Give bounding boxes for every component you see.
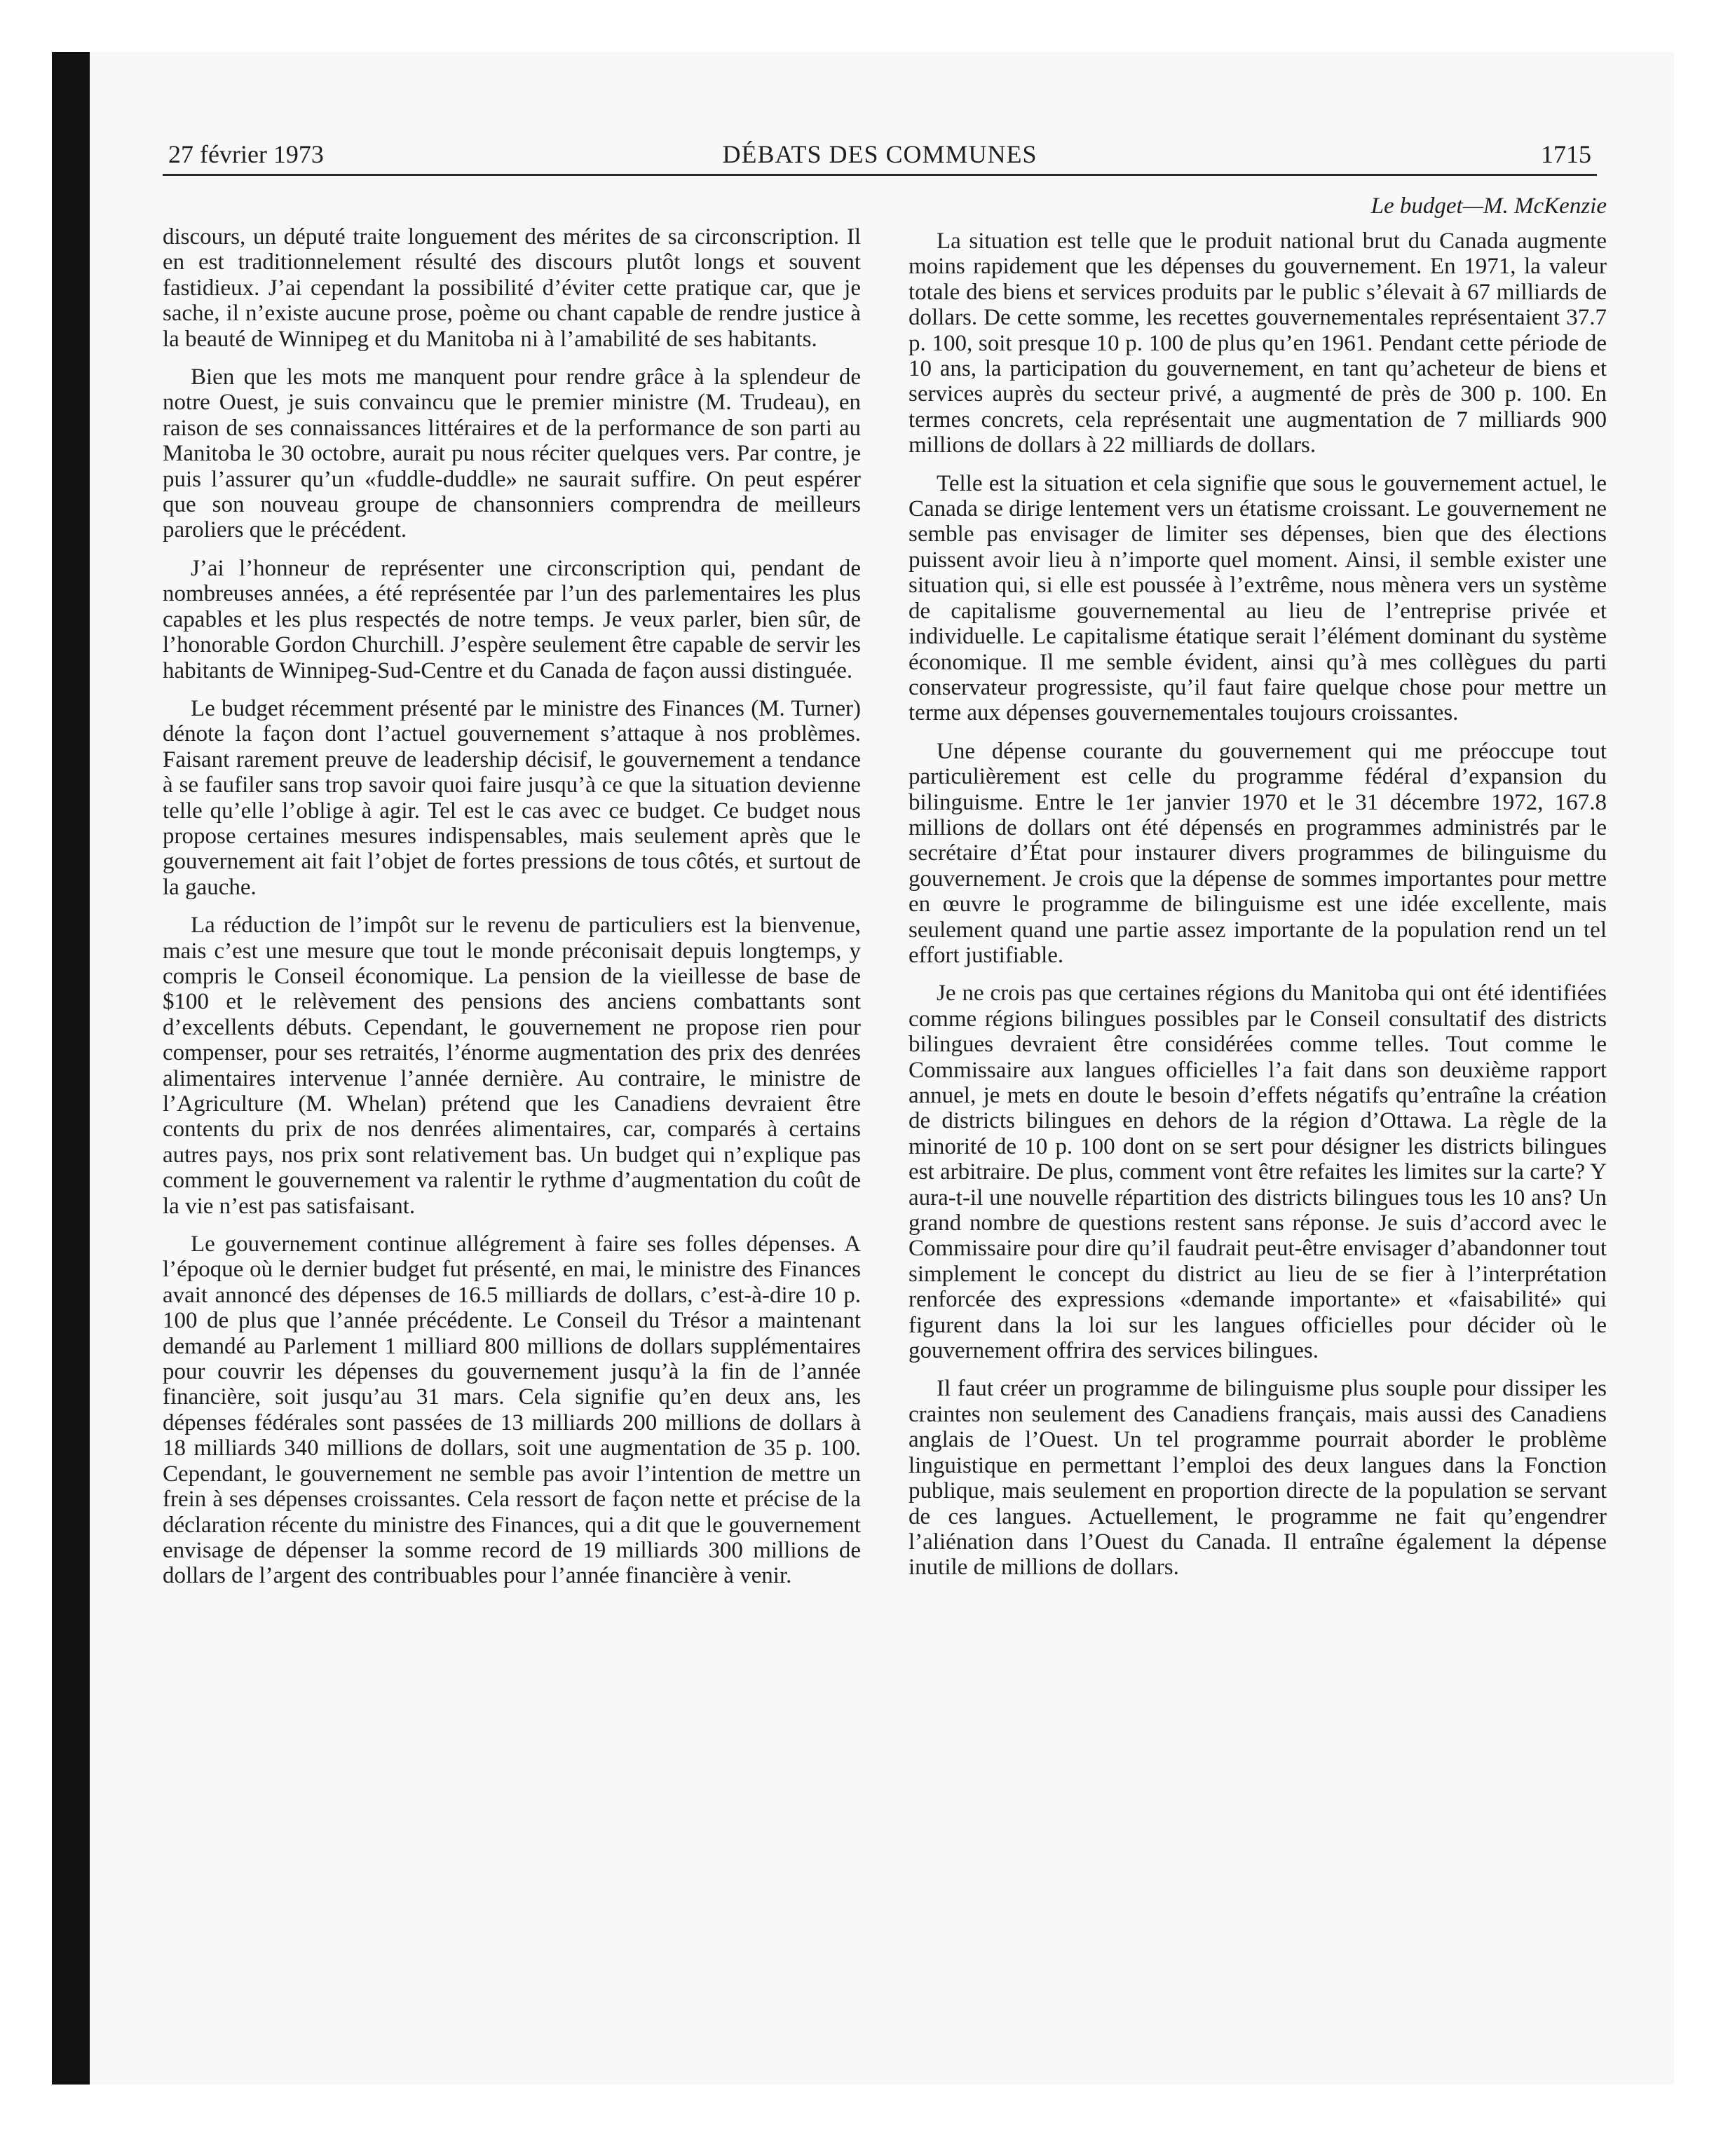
right-paragraph-2: Telle est la situation et cela signifie que sous le gouvernement actuel, le Canada se dirige lentement vers un étatisme croissant. Le gouvernement ne semble pas envisager de limiter ses dépenses, bien que des élections puissent avoir lieu à n’importe quel moment. Ainsi, il semble exister une situation qui, si elle est poussée à l’extrême, nous mènera vers un système de capitalisme gouvernemental au lieu de l’entreprise privée et individuelle. Le capitalisme étatique serait l’élément dominant du système économique. Il me semble évident, ainsi qu’à mes collègues du parti conservateur progressiste, qu’il faut faire quelque chose pour mettre un terme aux dépenses gouvernementales toujours croissantes. [909,470,1607,726]
left-paragraph-4: Le budget récemment présenté par le ministre des Finances (M. Turner) dénote la façon dont l’actuel gouvernement s’attaque à nos problèmes. Faisant rarement preuve de leadership décisif, le gouvernement a tendance à se faufiler sans trop savoir quoi faire jusqu’à ce que la situation devienne telle qu’elle l’oblige à agir. Tel est le cas avec ce budget. Ce budget nous propose certaines mesures indispensables, mais seulement après que le gouvernement ait fait l’objet de fortes pressions de tous côtés, et surtout de la gauche. [163,695,861,900]
right-paragraph-4: Je ne crois pas que certaines régions du Manitoba qui ont été identifiées comme régions bilingues possibles par le Conseil consultatif des districts bilingues devraient être considérées comme telles. Tout comme le Commissaire aux langues officielles l’a fait dans son deuxième rapport annuel, je mets en doute le besoin d’effets négatifs qu’entraîne la création de districts bilingues en dehors de la région d’Ottawa. La règle de la minorité de 10 p. 100 dont on se sert pour désigner les districts bilingues est arbitraire. De plus, comment vont être refaites les limites sur la carte? Y aura-t-il une nouvelle répartition des districts bilingues tous les 10 ans? Un grand nombre de questions restent sans réponse. Je suis d’accord avec le Commissaire pour dire qu’il faudrait peut-être envisager d’abandonner tout simplement le concept du district au lieu de se fier à l’interprétation renforcée des expressions «demande importante» et «faisabilité» qui figurent dans la loi sur les langues officielles pour décider où le gouvernement offrira des services bilingues. [909,981,1607,1364]
scan-binding-edge [52,52,90,2085]
left-paragraph-5: La réduction de l’impôt sur le revenu de particuliers est la bienvenue, mais c’est une mesure que tout le monde préconisait depuis longtemps, y compris le Conseil économique. La pension de la vieillesse de base de $100 et le relèvement des pensions des anciens combattants sont d’excellents débuts. Cependant, le gouvernement ne propose rien pour compenser, pour ses retraités, l’énorme augmentation des prix des denrées alimentaires intervenue l’année dernière. Au contraire, le ministre de l’Agriculture (M. Whelan) prétend que les Canadiens devraient être contents du prix de nos denrées alimentaires, car, comparés à certains autres pays, nos prix sont relativement bas. Un budget qui n’explique pas comment le gouvernement va ralentir le rythme d’augmentation du coût de la vie n’est pas satisfaisant. [163,913,861,1219]
left-paragraph-3: J’ai l’honneur de représenter une circonscription qui, pendant de nombreuses années, a été représentée par l’un des parlementaires les plus capables et les plus respectés de notre temps. Je veux parler, bien sûr, de l’honorable Gordon Churchill. J’espère seulement être capable de servir les habitants de Winnipeg-Sud-Centre et du Canada de façon aussi distinguée. [163,555,861,683]
right-paragraph-3: Une dépense courante du gouvernement qui me préoccupe tout particulièrement est celle du programme fédéral d’expansion du bilinguisme. Entre le 1er janvier 1970 et le 31 décembre 1972, 167.8 millions de dollars ont été dépensés en programmes administrés par le secrétaire d’État pour instaurer divers programmes de bilinguisme du gouvernement. Je crois que la dépense de sommes importantes pour mettre en œuvre le programme de bilinguisme est une idée excellente, mais seulement quand une partie assez importante de la population rend un tel effort justifiable. [909,738,1607,968]
right-column [909,189,1607,1593]
left-paragraph-6: Le gouvernement continue allégrement à faire ses folles dépenses. A l’époque où le dernier budget fut présenté, en mai, le ministre des Finances avait annoncé des dépenses de 16.5 milliards de dollars, c’est-à-dire 10 p. 100 de plus que l’année précédente. Le Conseil du Trésor a maintenant demandé au Parlement 1 milliard 800 millions de dollars supplémentaires pour couvrir les dépenses du gouvernement jusqu’à la fin de l’année financière, soit jusqu’au 31 mars. Cela signifie qu’en deux ans, les dépenses fédérales sont passées de 13 milliards 200 millions de dollars à 18 milliards 340 millions de dollars, soit une augmentation de 35 p. 100. Cependant, le gouvernement ne semble pas avoir l’intention de mettre un frein à ses dépenses croissantes. Cela ressort de façon nette et précise de la déclaration récente du ministre des Finances, qui a dit que le gouvernement envisage de dépenser la somme record de 19 milliards 300 millions de dollars de l’argent des contribuables pour l’année financière à venir. [163,1231,861,1589]
right-paragraph-5: Il faut créer un programme de bilinguisme plus souple pour dissiper les craintes non seulement des Canadiens français, mais aussi des Canadiens anglais de l’Ouest. Un tel programme pourrait aborder le problème linguistique en permettant l’emploi des deux langues dans la Fonction publique, mais seulement en proportion directe de la population se servant de ces langues. Actuellement, le programme ne fait qu’engendrer l’aliénation dans l’Ouest du Canada. Il entraîne également la dépense inutile de millions de dollars. [909,1376,1607,1581]
header-title: DÉBATS DES COMMUNES [722,140,1037,168]
left-paragraph-2: Bien que les mots me manquent pour rendre grâce à la splendeur de notre Ouest, je suis convaincu que le premier ministre (M. Trudeau), en raison de ses connaissances littéraires et de la performance de son parti au Manitoba le 30 octobre, aurait pu nous réciter quelques vers. Par contre, je puis l’assurer qu’un «fuddle-duddle» ne saurait suffire. On peut espérer que son nouveau groupe de chansonniers comprendra de meilleurs paroliers que le précédent. [163,364,861,543]
left-column [163,224,861,1602]
header-date: 27 février 1973 [168,140,324,168]
page-header [163,137,1597,176]
section-subhead: Le budget—M. McKenzie [1370,193,1607,219]
left-paragraph-1: discours, un député traite longuement des mérites de sa circonscription. Il en est traditionnelement résulté des discours plutôt longs et souvent fastidieux. J’ai cependant la possibilité d’éviter cette pratique car, que je sache, il n’existe aucune prose, poème ou chant capable de rendre justice à la beauté de Winnipeg et du Manitoba ni à l’amabilité de ses habitants. [163,224,861,352]
right-paragraph-1: La situation est telle que le produit national brut du Canada augmente moins rapidement que les dépenses du gouvernement. En 1971, la valeur totale des biens et services produits par le public s’élevait à 67 milliards de dollars. De cette somme, les recettes gouvernementales représentaient 37.7 p. 100, soit presque 10 p. 100 de plus qu’en 1961. Pendant cette période de 10 ans, la participation du gouvernement, en tant qu’acheteur de biens et services auprès du secteur privé, a augmenté de près de 300 p. 100. En termes concrets, cela représentait une augmentation de 7 milliards 900 millions de dollars à 22 milliards de dollars. [909,228,1607,458]
header-page-number: 1715 [1541,140,1591,168]
